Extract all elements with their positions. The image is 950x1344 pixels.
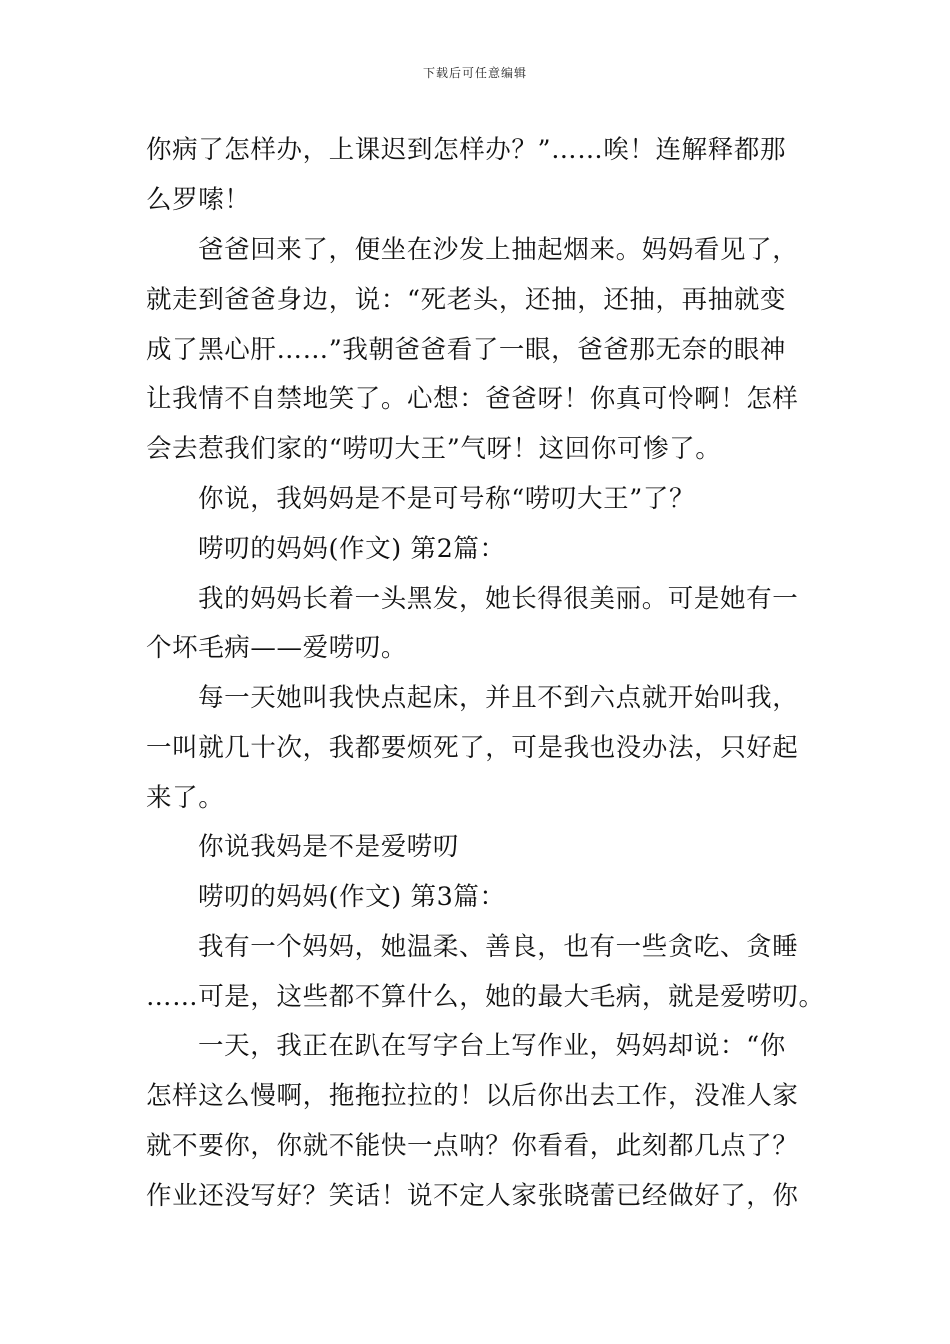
section-heading: 唠叨的妈妈(作文) 第3篇： — [198, 882, 506, 912]
text-line: 就走到爸爸身边，说：“死老头，还抽，还抽，再抽就变 — [146, 285, 787, 315]
paragraph-first-line: 你说我妈是不是爱唠叨 — [198, 832, 460, 862]
text-line: 怎样这么慢啊，拖拖拉拉的！以后你出去工作，没准人家 — [146, 1081, 799, 1111]
text-line: 来了。 — [146, 783, 225, 813]
text-line: ……可是，这些都不算什么，她的最大毛病，就是爱唠叨。 — [146, 982, 825, 1012]
text-line: 让我情不自禁地笑了。心想：爸爸呀！你真可怜啊！怎样 — [146, 384, 799, 414]
text-line: 就不要你，你就不能快一点呐？你看看，此刻都几点了？ — [146, 1131, 799, 1161]
text-line: 成了黑心肝……”我朝爸爸看了一眼，爸爸那无奈的眼神 — [146, 335, 787, 365]
text-line: 一叫就几十次，我都要烦死了，可是我也没办法，只好起 — [146, 733, 799, 763]
paragraph-first-line: 我有一个妈妈，她温柔、善良，也有一些贪吃、贪睡 — [198, 932, 799, 962]
section-heading: 唠叨的妈妈(作文) 第2篇： — [198, 534, 506, 564]
paragraph-first-line: 爸爸回来了，便坐在沙发上抽起烟来。妈妈看见了， — [198, 235, 799, 265]
paragraph-first-line: 每一天她叫我快点起床，并且不到六点就开始叫我， — [198, 683, 799, 713]
text-line: 会去惹我们家的“唠叨大王”气呀！这回你可惨了。 — [146, 434, 722, 464]
paragraph-first-line: 我的妈妈长着一头黑发，她长得很美丽。可是她有一 — [198, 584, 799, 614]
paragraph-first-line: 你说，我妈妈是不是可号称“唠叨大王”了？ — [198, 484, 696, 514]
text-line: 作业还没写好？笑话！说不定人家张晓蕾已经做好了，你 — [146, 1181, 799, 1211]
text-line: 么罗嗦！ — [146, 185, 251, 215]
page-header: 下载后可任意编辑 — [422, 66, 527, 80]
text-line: 你病了怎样办，上课迟到怎样办？”……唉！连解释都那 — [146, 135, 787, 165]
text-line: 个坏毛病——爱唠叨。 — [146, 633, 408, 663]
paragraph-first-line: 一天，我正在趴在写字台上写作业，妈妈却说：“你 — [198, 1031, 786, 1061]
